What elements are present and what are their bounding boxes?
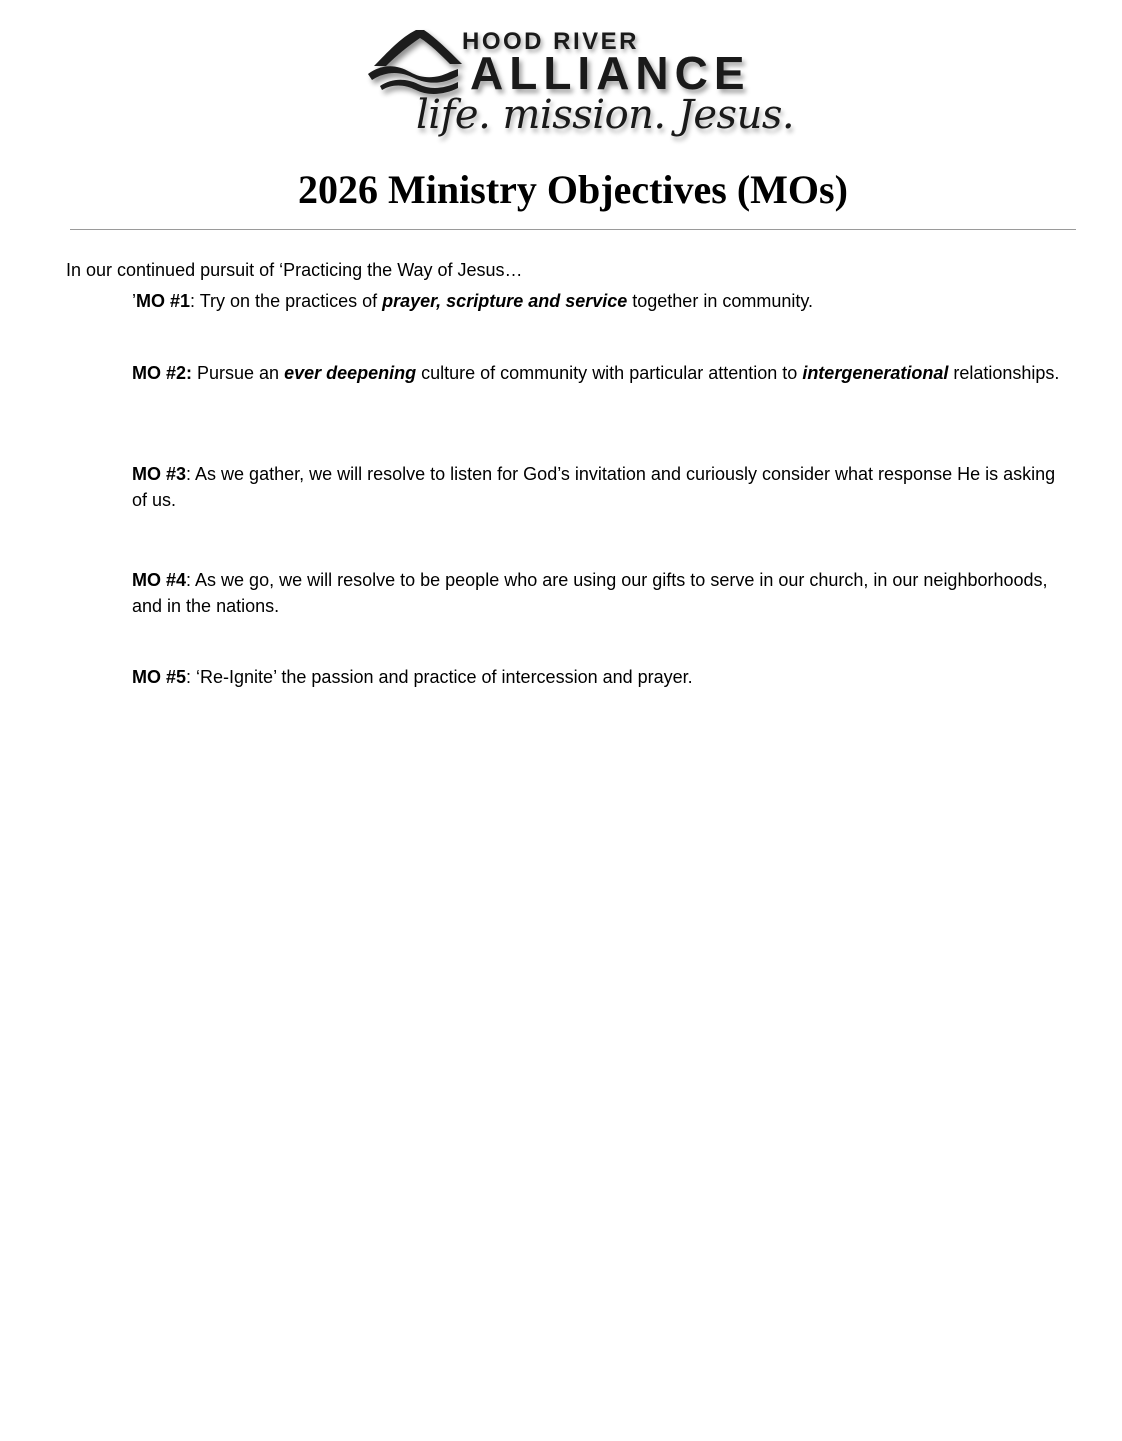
objective-3-text: : As we gather, we will resolve to listen for God’s invitation and curiously consider what response He is asking of us. bbox=[132, 464, 1056, 510]
objective-3 bbox=[132, 461, 1062, 513]
objective-1-label: MO #1 bbox=[136, 291, 191, 311]
hood-river-alliance-logo bbox=[366, 22, 795, 156]
logo-line-2: ALLIANCE bbox=[470, 47, 751, 99]
logo-tagline: life. mission. Jesus. bbox=[416, 92, 795, 138]
objective-4-label: MO #4 bbox=[132, 570, 187, 590]
objective-1-emphasis: prayer, scripture and service bbox=[382, 291, 628, 311]
objective-5 bbox=[132, 664, 1062, 690]
objective-1-text-a: : Try on the practices of bbox=[190, 291, 383, 311]
objective-1-prefix: ’ bbox=[132, 291, 136, 311]
objective-4 bbox=[132, 567, 1062, 619]
logo-line-1: HOOD RIVER bbox=[462, 28, 640, 55]
objective-5-text: : ‘Re-Ignite’ the passion and practice of intercession and prayer. bbox=[186, 667, 693, 687]
title-divider bbox=[70, 229, 1076, 230]
objective-1-text-b: together in community. bbox=[627, 291, 814, 311]
objective-2-text-a: Pursue an bbox=[192, 363, 285, 383]
objective-2-text-b: culture of community with particular attention to bbox=[416, 363, 803, 383]
objective-2 bbox=[132, 362, 1062, 385]
objective-4-text: : As we go, we will resolve to be people who are using our gifts to serve in our church, in our neighborhoods, and in the nations. bbox=[132, 570, 1048, 616]
objective-2-text-c: relationships. bbox=[948, 363, 1060, 383]
document-title: 2026 Ministry Objectives (MOs) bbox=[298, 167, 848, 212]
objective-2-emphasis-2: intergenerational bbox=[802, 363, 949, 383]
objective-2-emphasis-1: ever deepening bbox=[284, 363, 417, 383]
objective-5-label: MO #5 bbox=[132, 667, 187, 687]
intro-text: In our continued pursuit of ‘Practicing the Way of Jesus… bbox=[66, 260, 523, 280]
objective-2-label: MO #2: bbox=[132, 363, 193, 383]
objective-1 bbox=[132, 288, 1062, 314]
objective-3-label: MO #3 bbox=[132, 464, 187, 484]
